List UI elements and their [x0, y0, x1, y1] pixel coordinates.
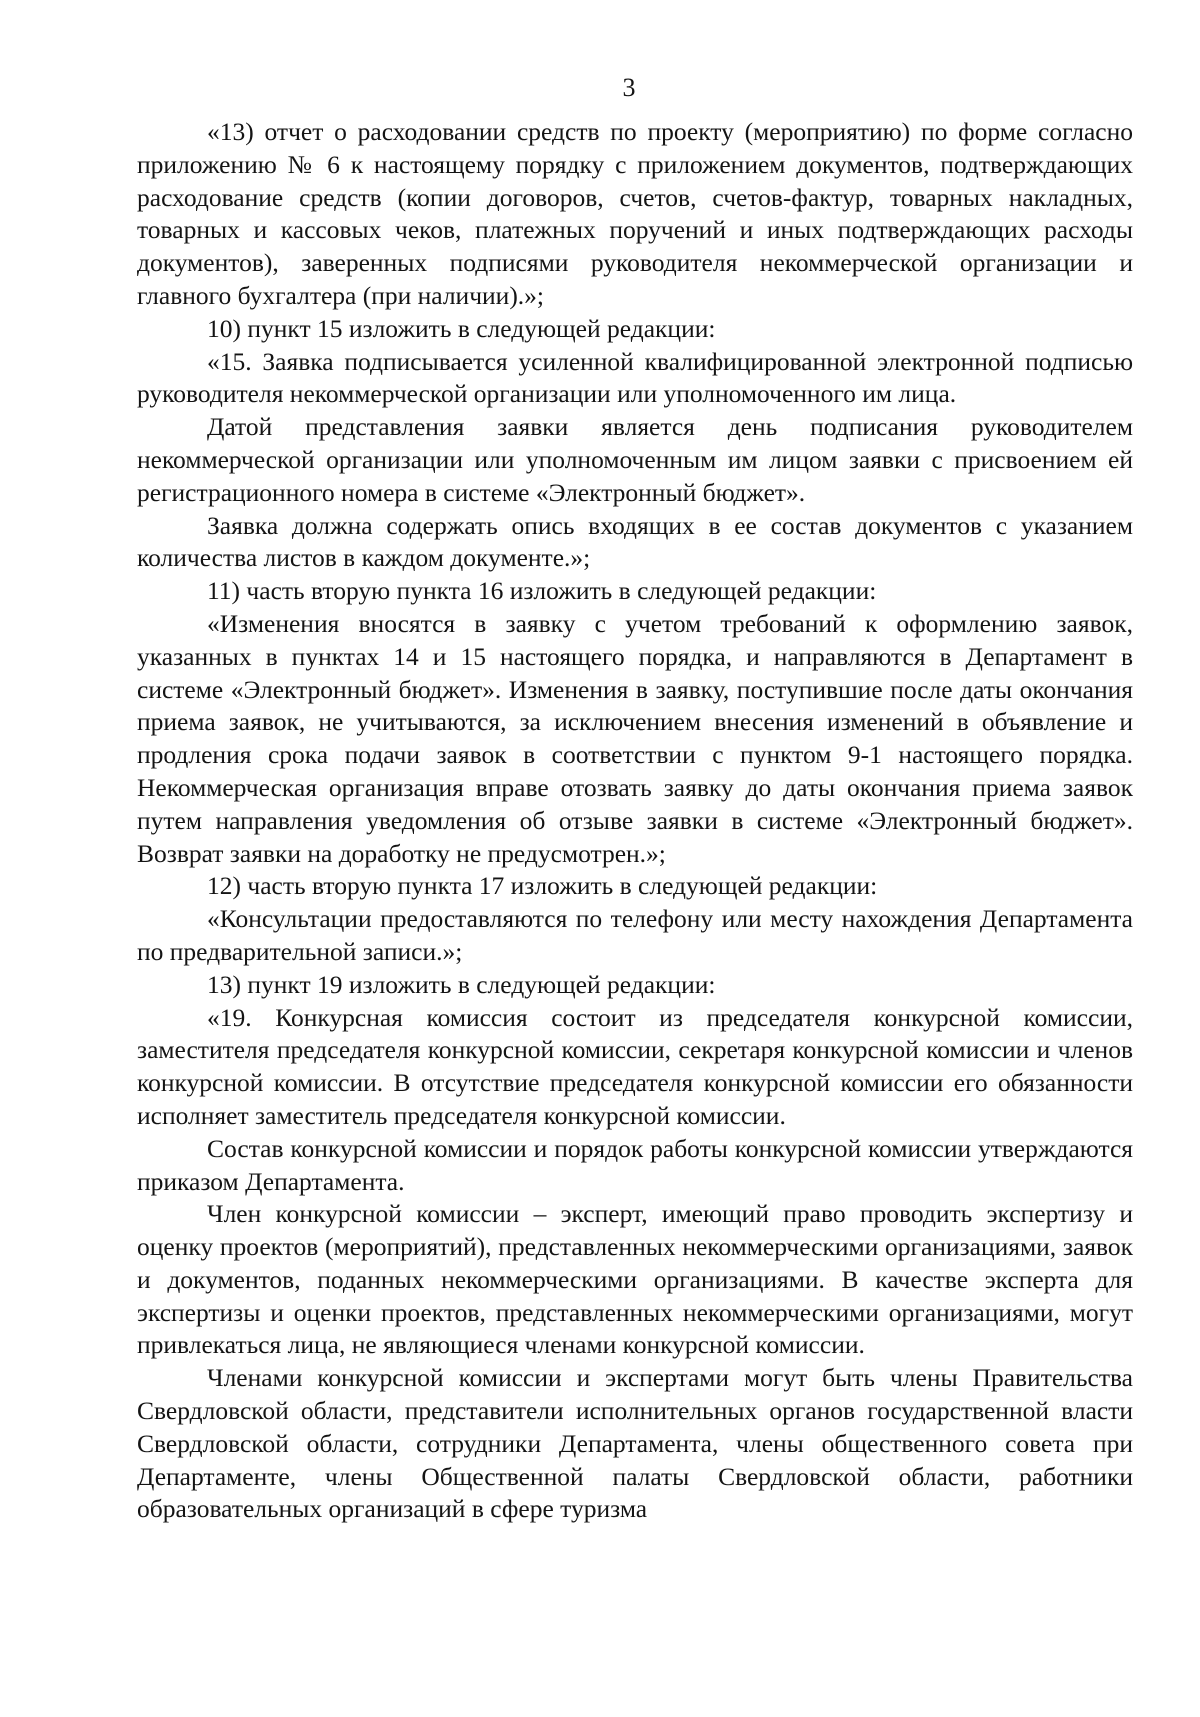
paragraph-amendment-13: 13) пункт 19 изложить в следующей редакции:	[207, 969, 716, 999]
paragraph-amendment-12: 12) часть вторую пункта 17 изложить в следующей редакции:	[207, 871, 878, 901]
paragraph-amendment-11: 11) часть вторую пункта 16 изложить в следующей редакции:	[207, 576, 877, 606]
paragraph-consultations: «Консультации предоставляются по телефону или месту нахождения Департамента по предварительной записи.»;	[137, 904, 1133, 966]
paragraph-clause-15: «15. Заявка подписывается усиленной квалифицированной электронной подписью руководителя некоммерческой организации или уполномоченного им лица.	[137, 346, 1133, 409]
paragraph-expert-member: Член конкурсной комиссии – эксперт, имеющий право проводить экспертизу и оценку проектов (мероприятий), представленных некоммерческими организациями, заявок и документов, поданных некоммерческими организациями. В качестве эксперта для экспертизы и оценки проектов, представленных некоммерческими организациями, могут привлекаться лица, не являющиеся членами конкурсной комиссии.	[137, 1199, 1133, 1360]
page-number: 3	[622, 73, 636, 102]
paragraph-amendment-10: 10) пункт 15 изложить в следующей редакции:	[207, 313, 716, 343]
paragraph-inventory: Заявка должна содержать опись входящих в ее состав документов с указанием количества листов в каждом документе.»;	[137, 510, 1133, 573]
document-body	[137, 116, 1133, 1526]
paragraph-changes: «Изменения вносятся в заявку с учетом требований к оформлению заявок, указанных в пунктах 14 и 15 настоящего порядка, и направляются в Департамент в системе «Электронный бюджет». Изменения в заявку, поступившие после даты окончания приема заявок, не учитываются, за исключением внесения изменений в объявление и продления срока подачи заявок в соответствии с пунктом 9-1 настоящего порядка. Некоммерческая организация вправе отозвать заявку до даты окончания приема заявок путем направления уведомления об отзыве заявки в системе «Электронный бюджет». Возврат заявки на доработку не предусмотрен.»;	[137, 608, 1133, 868]
paragraph-clause-19: «19. Конкурсная комиссия состоит из председателя конкурсной комиссии, заместителя председателя конкурсной комиссии, секретаря конкурсной комиссии и членов конкурсной комиссии. В отсутствие председателя конкурсной комиссии его обязанности исполняет заместитель председателя конкурсной комиссии.	[137, 1002, 1133, 1130]
paragraph-item-13: «13) отчет о расходовании средств по проекту (мероприятию) по форме согласно приложению № 6 к настоящему порядку с приложением документов, подтверждающих расходование средств (копии договоров, счетов, счетов-фактур, товарных накладных, товарных и кассовых чеков, платежных поручений и иных подтверждающих расходы документов), заверенных подписями руководителя некоммерческой организации и главного бухгалтера (при наличии).»;	[137, 117, 1133, 310]
paragraph-commission-composition: Состав конкурсной комиссии и порядок работы конкурсной комиссии утверждаются приказом Департамента.	[137, 1133, 1133, 1196]
paragraph-commission-members: Членами конкурсной комиссии и экспертами могут быть члены Правительства Свердловской области, представители исполнительных органов государственной власти Свердловской области, сотрудники Департамента, члены общественного совета при Департаменте, члены Общественной палаты Свердловской области, работники образовательных организаций в сфере туризма	[137, 1363, 1133, 1524]
paragraph-submission-date: Датой представления заявки является день подписания руководителем некоммерческой организации или уполномоченным им лицом заявки с присвоением ей регистрационного номера в системе «Электронный бюджет».	[137, 412, 1133, 507]
